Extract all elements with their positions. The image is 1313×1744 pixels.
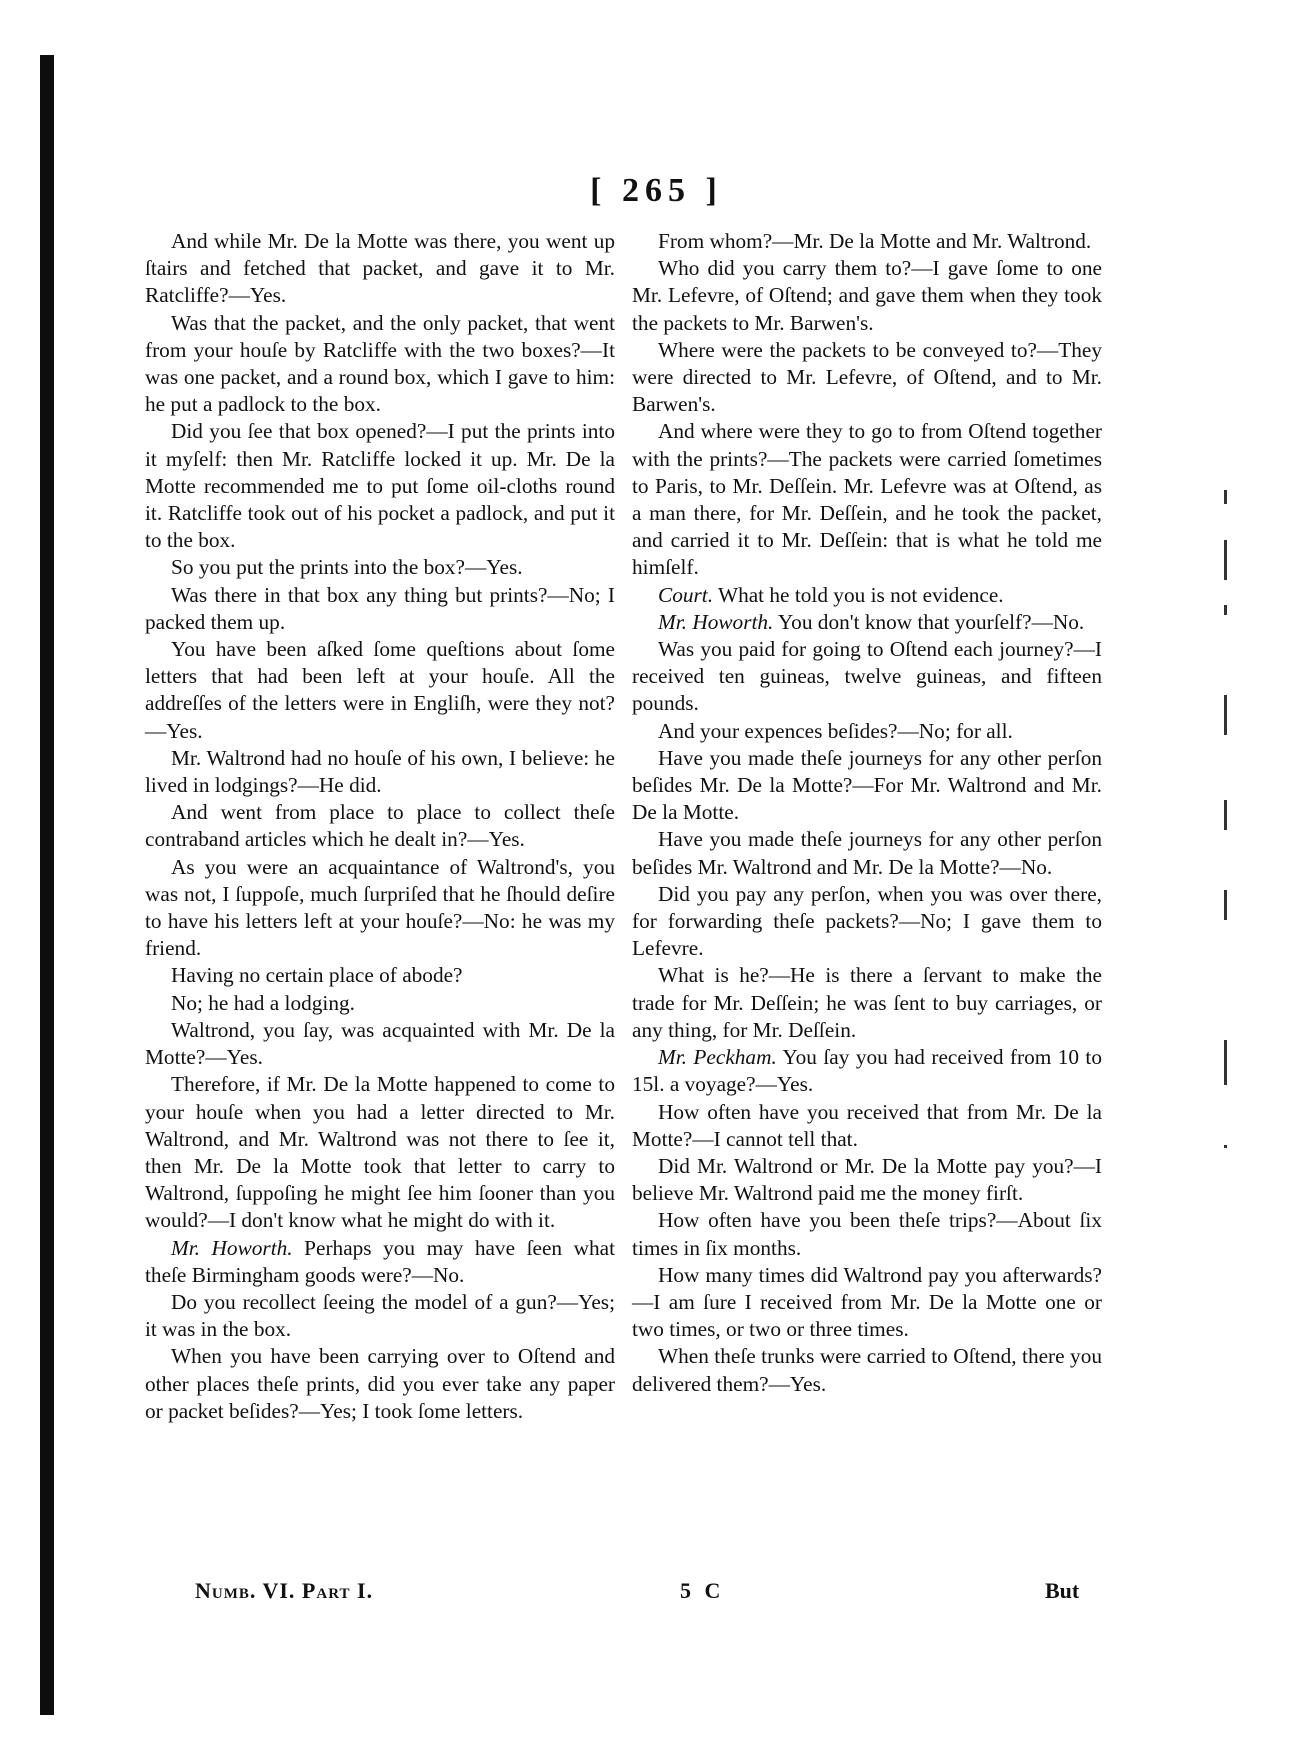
paragraph xyxy=(145,1343,615,1425)
paragraph xyxy=(632,826,1102,880)
paragraph-text: How many times did Waltrond pay you afterwards?—I am ſure I received from Mr. De la Motte one or two times, or two or three times. xyxy=(632,1262,1102,1342)
paragraph xyxy=(632,881,1102,963)
paragraph-text: Have you made theſe journeys for any other perſon beſides Mr. De la Motte?—For Mr. Waltrond and Mr. De la Motte. xyxy=(632,745,1102,825)
paragraph-text: When you have been carrying over to Oſtend and other places theſe prints, did you ever take any paper or packet beſides?—Yes; I took ſome letters. xyxy=(145,1344,615,1423)
binding-edge xyxy=(40,55,54,1715)
paragraph xyxy=(632,228,1102,255)
paragraph-text: Perhaps you may have ſeen what theſe Birmingham goods were?—No. xyxy=(145,1235,615,1287)
paragraph xyxy=(145,854,615,963)
paragraph-text: Having no certain place of abode? xyxy=(171,963,463,988)
paragraph xyxy=(632,255,1102,337)
paragraph-text: What he told you is not evidence. xyxy=(713,582,1004,607)
paragraph xyxy=(632,1044,1102,1098)
speaker-label: Mr. Howorth. xyxy=(171,1235,293,1260)
paragraph-text: Do you recollect ſeeing the model of a gun?—Yes; it was in the box. xyxy=(145,1289,615,1342)
paragraph-text: So you put the prints into the box?—Yes. xyxy=(171,555,523,580)
paragraph xyxy=(145,1235,615,1289)
paragraph xyxy=(632,337,1102,419)
paragraph xyxy=(632,962,1102,1044)
speaker-label: Mr. Peckham. xyxy=(658,1045,777,1070)
margin-mark xyxy=(1224,605,1227,615)
paragraph-text: And while Mr. De la Motte was there, you went up ſtairs and fetched that packet, and gave it to Mr. Ratcliffe?—Yes. xyxy=(145,229,615,308)
paragraph xyxy=(632,582,1102,609)
paragraph-text: Where were the packets to be conveyed to?—They were directed to Mr. Lefevre, of Oſtend, and to Mr. Barwen's. xyxy=(632,337,1102,417)
paragraph-text: Did you ſee that box opened?—I put the prints into it myſelf: then Mr. Ratcliffe locked it up. Mr. De la Motte recommended me to put ſome oil-cloths round it. Ratcliffe took out of his pocket a padlock, and put it to the box. xyxy=(145,419,615,553)
paragraph xyxy=(632,1262,1102,1344)
paragraph xyxy=(145,1017,615,1071)
paragraph-text: Was there in that box any thing but prints?—No; I packed them up. xyxy=(145,582,615,634)
paragraph xyxy=(145,1071,615,1234)
margin-mark xyxy=(1224,1040,1227,1085)
margin-mark xyxy=(1224,490,1227,504)
paragraph-text: And your expences beſides?—No; for all. xyxy=(658,718,1013,743)
paragraph xyxy=(632,609,1102,636)
margin-mark xyxy=(1224,800,1227,830)
paragraph-text: Who did you carry them to?—I gave ſome to one Mr. Lefevre, of Oſtend; and gave them when they took the packets to Mr. Barwen's. xyxy=(632,256,1102,335)
paragraph-text: Was you paid for going to Oſtend each journey?—I received ten guineas, twelve guineas, and fifteen pounds. xyxy=(632,637,1102,716)
margin-mark xyxy=(1224,1145,1227,1148)
paragraph-text: You don't know that yourſelf?—No. xyxy=(773,609,1085,634)
paragraph-text: Therefore, if Mr. De la Motte happened to come to your houſe when you had a letter directed to Mr. Waltrond, and Mr. Waltrond was not there to ſee it, then Mr. De la Motte took that letter to carry to Waltrond, ſuppoſing he might ſee him ſooner than you would?—I don't know what he might do with it. xyxy=(145,1072,615,1233)
catchword: But xyxy=(1045,1578,1080,1603)
paragraph-text: You ſay you had received from 10 to 15l. a voyage?—Yes. xyxy=(632,1045,1102,1097)
margin-mark xyxy=(1224,540,1227,580)
signature-line: Numb. VI. Part I. xyxy=(195,1578,374,1603)
paragraph xyxy=(632,1099,1102,1153)
paragraph-text: When theſe trunks were carried to Oſtend, there you delivered them?—Yes. xyxy=(632,1344,1102,1396)
paragraph xyxy=(632,636,1102,718)
paragraph xyxy=(145,310,615,419)
paragraph-text: Was that the packet, and the only packet, that went from your houſe by Ratcliffe with the two boxes?—It was one packet, and a round box, which I gave to him: he put a padlock to the box. xyxy=(145,310,615,417)
paragraph xyxy=(145,582,615,636)
paragraph-text: What is he?—He is there a ſervant to make the trade for Mr. Deſſein; he was ſent to buy carriages, or any thing, for Mr. Deſſein. xyxy=(632,963,1102,1042)
paragraph-text: Waltrond, you ſay, was acquainted with Mr. De la Motte?—Yes. xyxy=(145,1017,615,1070)
paragraph-text: From whom?—Mr. De la Motte and Mr. Waltrond. xyxy=(658,229,1092,253)
paragraph-text: No; he had a lodging. xyxy=(171,990,355,1015)
paragraph xyxy=(145,799,615,853)
paragraph xyxy=(145,745,615,799)
paragraph-text: And where were they to go to from Oſtend together with the prints?—The packets were carried ſometimes to Paris, to Mr. Deſſein. Mr. Lefevre was at Oſtend, as a man there, for Mr. Deſſein, and he took the packet, and carried it to Mr. Deſſein: that is what he told me himſelf. xyxy=(632,419,1102,580)
paragraph xyxy=(145,636,615,745)
paragraph xyxy=(632,718,1102,745)
right-column xyxy=(632,228,1102,1398)
paragraph xyxy=(145,1289,615,1343)
signature-mark: 5 C xyxy=(680,1578,725,1603)
paragraph-text: Have you made theſe journeys for any other perſon beſides Mr. Waltrond and Mr. De la Motte?—No. xyxy=(632,827,1102,879)
speaker-label: Mr. Howorth. xyxy=(658,609,774,634)
paragraph xyxy=(145,962,615,989)
paragraph xyxy=(145,554,615,581)
paragraph xyxy=(632,1207,1102,1261)
paragraph-text: As you were an acquaintance of Waltrond's, you was not, I ſuppoſe, much ſurpriſed that he ſhould deſire to have his letters left at your houſe?—No: he was my friend. xyxy=(145,854,615,961)
margin-mark xyxy=(1224,890,1227,920)
paragraph-text: How often have you been theſe trips?—About ſix times in ſix months. xyxy=(632,1208,1102,1260)
margin-mark xyxy=(1224,695,1227,735)
paragraph xyxy=(145,990,615,1017)
margin-marks xyxy=(1218,480,1238,1180)
page-number: [ 265 ] xyxy=(590,172,723,209)
paragraph-text: Did you pay any perſon, when you was over there, for forwarding theſe packets?—No; I gave them to Lefevre. xyxy=(632,881,1102,961)
paragraph xyxy=(145,228,615,310)
paragraph xyxy=(632,745,1102,827)
paragraph-text: You have been aſked ſome queſtions about ſome letters that had been left at your houſe. All the addreſſes of the letters were in Engliſh, were they not?—Yes. xyxy=(145,637,615,743)
paragraph xyxy=(632,1153,1102,1207)
left-column xyxy=(145,228,615,1425)
paragraph xyxy=(632,1343,1102,1397)
paragraph-text: Did Mr. Waltrond or Mr. De la Motte pay you?—I believe Mr. Waltrond paid me the money firſt. xyxy=(632,1153,1102,1206)
paragraph-text: Mr. Waltrond had no houſe of his own, I believe: he lived in lodgings?—He did. xyxy=(145,745,615,798)
paragraph-text: And went from place to place to collect theſe contraband articles which he dealt in?—Yes. xyxy=(145,800,615,852)
paragraph xyxy=(632,418,1102,581)
paragraph-text: How often have you received that from Mr. De la Motte?—I cannot tell that. xyxy=(632,1099,1102,1151)
paragraph xyxy=(145,418,615,554)
speaker-label: Court. xyxy=(658,582,714,607)
